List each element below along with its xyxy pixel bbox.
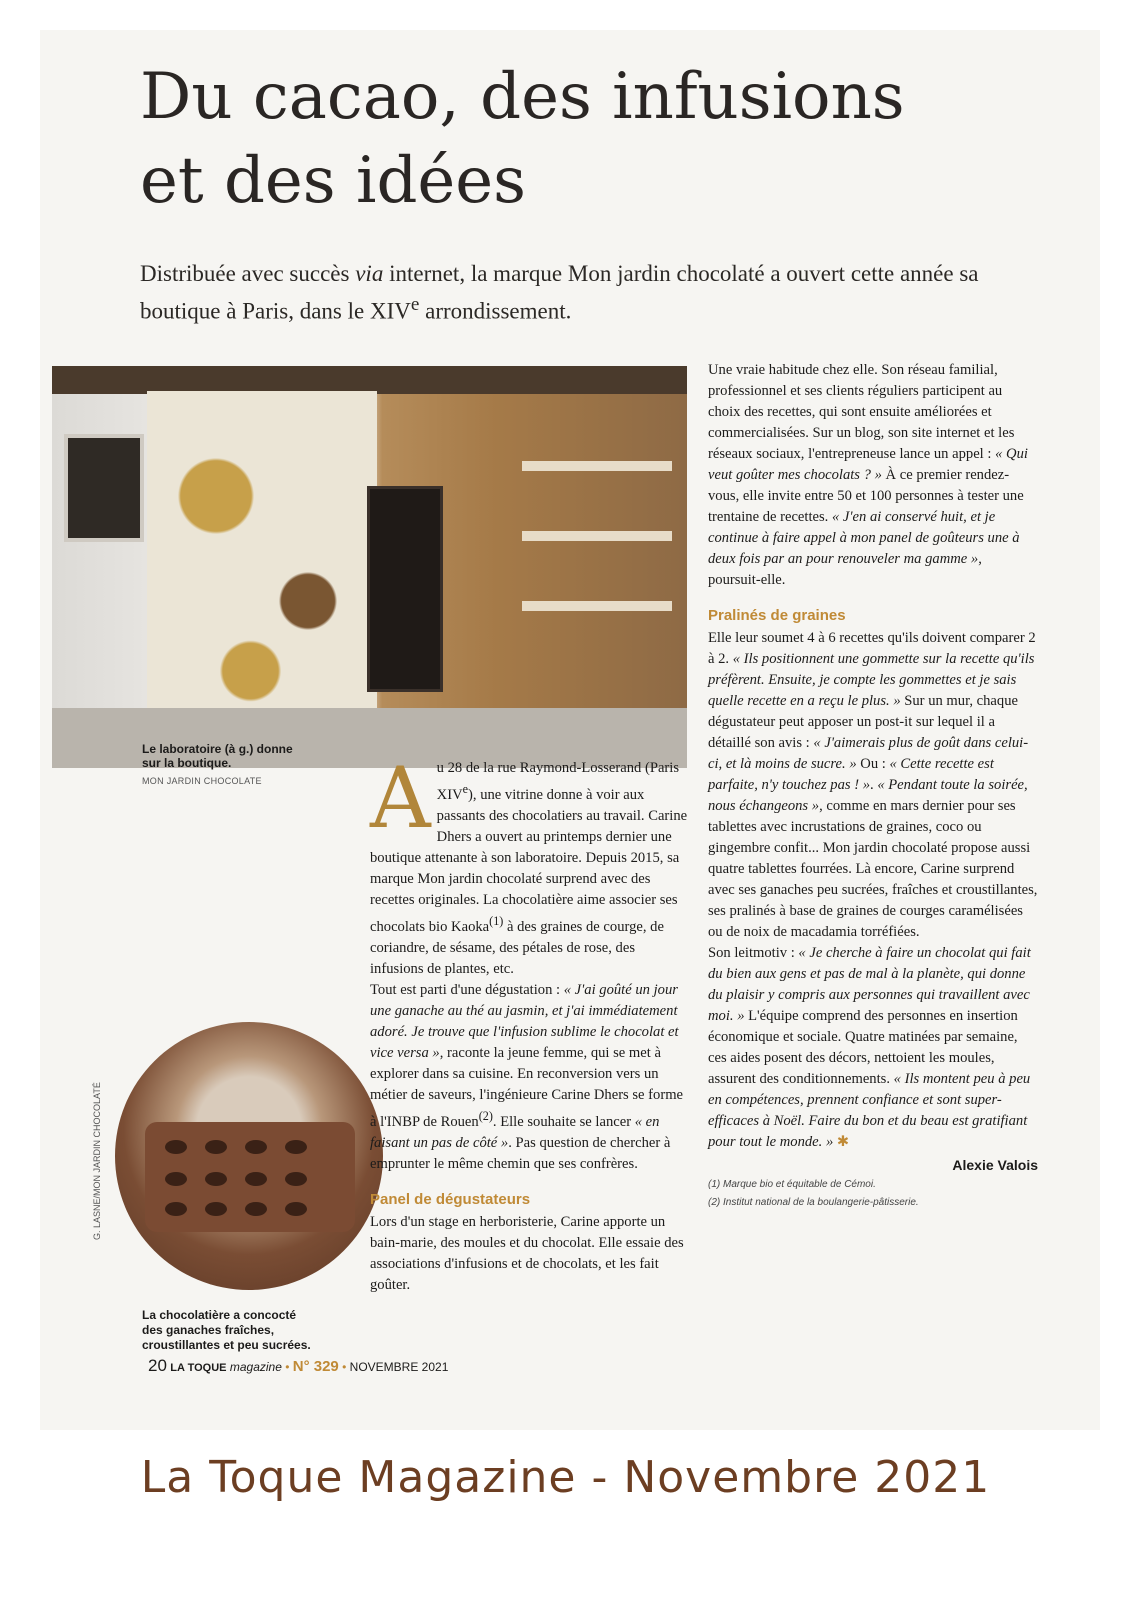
- deck-text: internet, la marque Mon jardin chocolaté a ouvert cette année sa boutique à Paris, dans le XIV: [140, 261, 979, 324]
- footnote-ref: (2): [478, 1108, 493, 1123]
- issue-prefix: N°: [292, 1358, 314, 1375]
- mold-cavity: [285, 1202, 307, 1216]
- caption-line: Le laboratoire (à g.) donne: [142, 742, 293, 756]
- quote: « Pendant toute la soirée, nous échangeons »: [708, 777, 1028, 814]
- title-line-2: et des idées: [140, 144, 526, 218]
- caption-line: des ganaches fraîches,: [142, 1323, 275, 1337]
- quote: « en faisant un pas de côté »: [370, 1113, 660, 1151]
- body-text: Ou :: [856, 756, 890, 772]
- chocolate-mold-photo: [115, 1022, 383, 1290]
- deck-sup: e: [410, 294, 420, 315]
- footer-separator: •: [338, 1360, 350, 1374]
- mold-cavity: [285, 1172, 307, 1186]
- caption-line: croustillantes et peu sucrées.: [142, 1338, 311, 1352]
- body-text: u 28 de la rue Raymond-Losserand (Paris XIV: [436, 760, 680, 803]
- quote: « J'aimerais plus de goût dans celui-ci, et là moins de sucre. »: [708, 735, 1029, 772]
- mold-cavity: [205, 1202, 227, 1216]
- body-text: . Elle souhaite se lancer: [492, 1113, 635, 1130]
- photo-mold: [145, 1122, 355, 1232]
- paragraph: [370, 749, 690, 980]
- caption-line: La chocolatière a concocté: [142, 1308, 297, 1322]
- mold-cavity: [245, 1172, 267, 1186]
- article-title: [140, 55, 1040, 223]
- mold-cavity: [205, 1172, 227, 1186]
- body-text: Une vraie habitude chez elle. Son réseau familial, professionnel et ses clients réguliers participent au choix des recettes, qui sont ensuite améliorées et commercialisées. Sur un blog, son site internet et les réseaux sociaux, l'entrepreneuse lance un appel :: [708, 362, 1015, 462]
- issue-date: NOVEMBRE 2021: [349, 1360, 449, 1374]
- body-text: , comme en mars dernier pour ses tablettes avec incrustations de graines, coco ou gingembre confit... Mon jardin chocolaté propose aussi quatre tablettes fourrées. Là encore, Carine surprend avec ses ganaches peu sucrées, fraîches et croustillantes, ses pralinés à base de graines de courges caramélisées ou de noix de macadamia torréfiées.: [708, 798, 1038, 940]
- body-text: , raconte la jeune femme, qui se met à explorer dans sa cuisine. En reconversion vers un métier de saveurs, l'ingénieure Carine Dhers se forme à l'INBP de Rouen: [370, 1044, 684, 1130]
- body-text: L'équipe comprend des personnes en insertion économique et sociale. Quatre matinées par semaine, ces aides posent des décors, nettoient les moules, assurent des conditionnements.: [708, 1008, 1018, 1087]
- body-text: Sur un mur, chaque dégustateur peut apposer un post-it sur lequel il a détaillé son avis :: [708, 693, 1018, 751]
- photo-floral-mural: [147, 391, 377, 741]
- deck-via: via: [355, 261, 384, 286]
- paragraph: [370, 980, 690, 1175]
- body-text: à des graines de courge, de coriandre, de sésame, des pétales de rose, des infusions de plantes, etc.: [370, 918, 664, 977]
- magazine-brand: LA TOQUE: [170, 1362, 227, 1374]
- mold-cavity: [165, 1172, 187, 1186]
- footnote-ref: (1): [489, 913, 504, 928]
- body-text: Tout est parti d'une dégustation :: [370, 981, 564, 998]
- drop-cap: A: [370, 749, 431, 847]
- paragraph: [708, 943, 1038, 1153]
- subheading-panel: Panel de dégustateurs: [370, 1190, 531, 1208]
- source-caption: La Toque Magazine - Novembre 2021: [140, 1452, 991, 1503]
- article-deck: [140, 258, 1020, 327]
- body-text: . Pas question de chercher à emprunter le même chemin que ses confrères.: [370, 1134, 671, 1172]
- quote: « Ils positionnent une gommette sur la recette qu'ils préfèrent. Ensuite, je compte les gommettes et je sais quelle recette en a reçu le plus. »: [708, 651, 1035, 709]
- body-text: Elle leur soumet 4 à 6 recettes qu'ils doivent comparer 2 à 2.: [708, 630, 1036, 667]
- caption-line: sur la boutique.: [142, 756, 232, 770]
- quote: « Cette recette est parfaite, n'y touchez pas ! »: [708, 756, 994, 793]
- mold-cavity: [245, 1202, 267, 1216]
- mold-cavity: [285, 1140, 307, 1154]
- photo-ceiling: [52, 366, 687, 394]
- quote: « J'en ai conservé huit, et je continue à faire appel à mon panel de goûteurs une à deux fois par an pour renouveler ma gamme »: [708, 509, 1020, 567]
- deck-text: arrondissement.: [419, 298, 572, 324]
- paragraph: Lors d'un stage en herboristerie, Carine apporte un bain-marie, des moules et du chocolat. Elle essaie des associations d'infusions et de chocolats, et les fait goûter.: [370, 1213, 684, 1293]
- article-column-middle: [370, 749, 690, 1296]
- body-text: , poursuit-elle.: [708, 551, 982, 588]
- photo1-caption: [142, 742, 342, 770]
- photo-display-fridge: [367, 486, 443, 692]
- mold-cavity: [245, 1140, 267, 1154]
- paragraph: [708, 628, 1038, 943]
- photo-shelf: [522, 531, 672, 541]
- body-text: À ce premier rendez-vous, elle invite entre 50 et 100 personnes à tester une trentaine de recettes.: [708, 467, 1024, 525]
- subheading-pralines: Pralinés de graines: [708, 607, 846, 624]
- boutique-photo: [52, 366, 687, 768]
- photo1-credit: MON JARDIN CHOCOLATE: [142, 776, 262, 786]
- quote: « Je cherche à faire un chocolat qui fait du bien aux gens et pas de mal à la planète, qui donne du plaisir y compris aux personnes qui travaillent avec moi. »: [708, 945, 1031, 1024]
- photo2-caption: [142, 1308, 352, 1353]
- footer-separator: •: [281, 1360, 293, 1374]
- mold-cavity: [205, 1140, 227, 1154]
- photo-wall-frame: [64, 434, 144, 542]
- body-sup: e: [462, 782, 469, 796]
- deck-text: Distribuée avec succès: [140, 261, 356, 286]
- body-text: .: [870, 777, 878, 793]
- author-signature: Alexie Valois: [952, 1157, 1038, 1173]
- body-text: ), une vitrine donne à voir aux passants des chocolatiers au travail. Carine Dhers a ouvert au printemps dernier une boutique attenante à son laboratoire. Depuis 2015, sa marque Mon jardin chocolaté surprend avec des recettes originales. La chocolatière aime associer ses chocolats bio Kaoka: [370, 786, 688, 935]
- page-footer: [148, 1356, 448, 1376]
- end-mark-icon: ✱: [833, 1134, 850, 1150]
- mold-cavity: [165, 1140, 187, 1154]
- photo2-credit: G. LASNE/MON JARDIN CHOCOLATÉ: [92, 1082, 102, 1240]
- title-line-1: Du cacao, des infusions: [140, 60, 905, 134]
- quote: « Ils montent peu à peu en compétences, prennent confiance et sont super-efficaces à Noël. Faire du bon et du beau est gratifiant pour tout le monde. »: [708, 1071, 1031, 1150]
- quote: « J'ai goûté un jour une ganache au thé au jasmin, et j'ai immédiatement adoré. Je trouve que l'infusion sublime le chocolat et vice versa »: [370, 981, 679, 1061]
- page-number: 20: [148, 1356, 167, 1375]
- footnote-1: (1) Marque bio et équitable de Cémoi.: [708, 1179, 876, 1190]
- photo-shelf: [522, 601, 672, 611]
- body-text: Son leitmotiv :: [708, 945, 799, 961]
- photo-shelf: [522, 461, 672, 471]
- footnote-2: (2) Institut national de la boulangerie-pâtisserie.: [708, 1197, 919, 1208]
- issue-number: 329: [313, 1358, 339, 1375]
- article-column-right: [708, 360, 1038, 1212]
- quote: « Qui veut goûter mes chocolats ? »: [708, 446, 1028, 483]
- mold-cavity: [165, 1202, 187, 1216]
- magazine-brand-italic: magazine: [229, 1360, 282, 1374]
- paragraph: [708, 360, 1038, 591]
- magazine-page: [40, 30, 1100, 1430]
